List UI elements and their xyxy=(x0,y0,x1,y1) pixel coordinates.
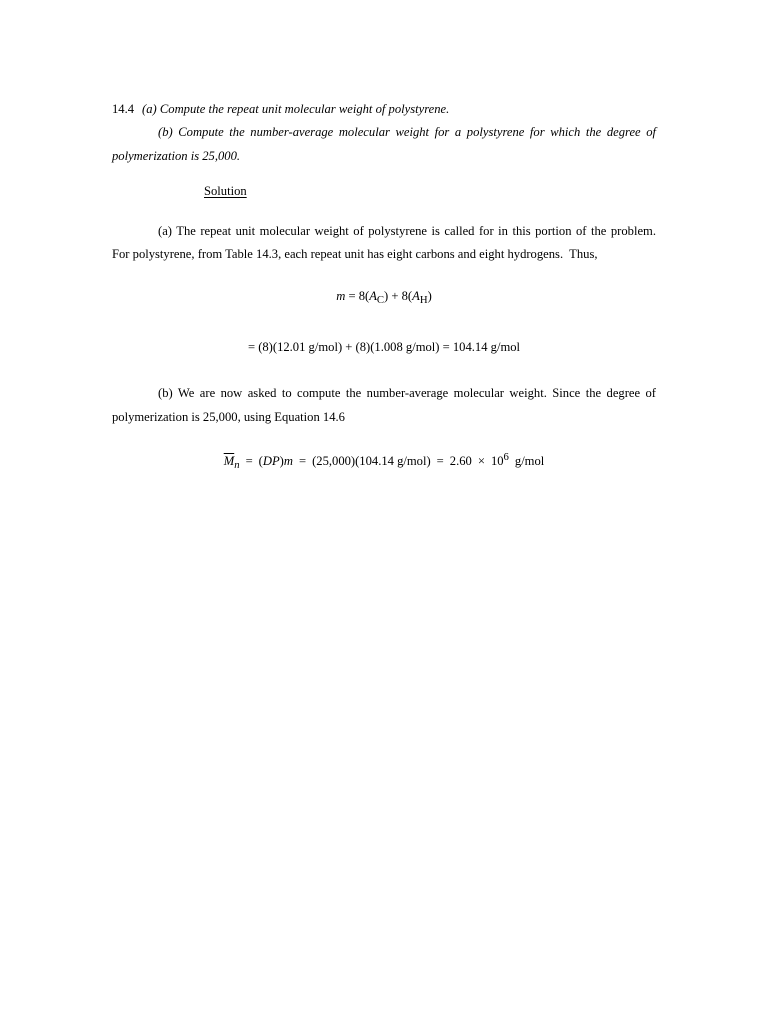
solution-part-a-line-1: (a) The repeat unit molecular weight of polystyrene is called for in this portion of the problem. xyxy=(158,224,656,238)
mn-symbol: $\overline{M}$ xyxy=(223,454,235,468)
solution-heading: Solution xyxy=(204,184,247,198)
degree-of-polymerization-symbol: DP xyxy=(262,454,280,468)
dp-open-paren: ( xyxy=(258,454,263,468)
problem-statement-line-1 xyxy=(112,101,449,117)
problem-number: 14.4 xyxy=(112,102,135,116)
solution-part-a-line-2: For polystyrene, from Table 14.3, each repeat unit has eight carbons and eight hydrogens. Thus, xyxy=(112,247,598,261)
equals-sign: = xyxy=(436,454,444,468)
problem-part-b-prompt-line-2: polymerization is 25,000. xyxy=(112,149,241,163)
problem-part-a-prompt: (a) Compute the repeat unit molecular weight of polystyrene. xyxy=(142,102,450,116)
problem-part-b-prompt-line-1: (b) Compute the number-average molecular weight for a polystyrene for which the degree of xyxy=(158,125,656,139)
times-sign: × xyxy=(477,454,485,468)
equation-rhs-start: = 8( xyxy=(345,289,370,303)
equals-sign: = xyxy=(245,454,253,468)
result-unit: g/mol xyxy=(514,454,545,468)
equation-lhs-m: m xyxy=(336,289,346,303)
equation-rhs-middle: ) + 8( xyxy=(384,289,413,303)
equation-rhs-end: ) xyxy=(427,289,432,303)
product-expression: (25,000)(104.14 g/mol) xyxy=(312,454,431,468)
repeat-unit-weight-symbol: m xyxy=(283,454,293,468)
hydrogen-subscript: H xyxy=(419,294,428,307)
dp-close-paren: ) xyxy=(279,454,284,468)
repeat-unit-weight-equation xyxy=(0,288,768,307)
result-mantissa: 2.60 xyxy=(449,454,472,468)
number-average-molecular-weight-equation xyxy=(0,451,768,472)
result-exponent: 6 xyxy=(503,451,509,464)
equals-sign: = xyxy=(298,454,307,468)
mn-subscript: n xyxy=(234,459,240,472)
repeat-unit-weight-calculation: = (8)(12.01 g/mol) + (8)(1.008 g/mol) = 104.14 g/mol xyxy=(247,340,521,354)
result-base: 10 xyxy=(490,454,504,468)
solution-part-b-line-2: polymerization is 25,000, using Equation 14.6 xyxy=(112,410,345,424)
carbon-subscript: C xyxy=(376,294,385,307)
atomic-weight-symbol: A xyxy=(369,289,377,303)
solution-part-b-line-1: (b) We are now asked to compute the number-average molecular weight. Since the degree of xyxy=(158,386,656,400)
atomic-weight-symbol: A xyxy=(412,289,420,303)
